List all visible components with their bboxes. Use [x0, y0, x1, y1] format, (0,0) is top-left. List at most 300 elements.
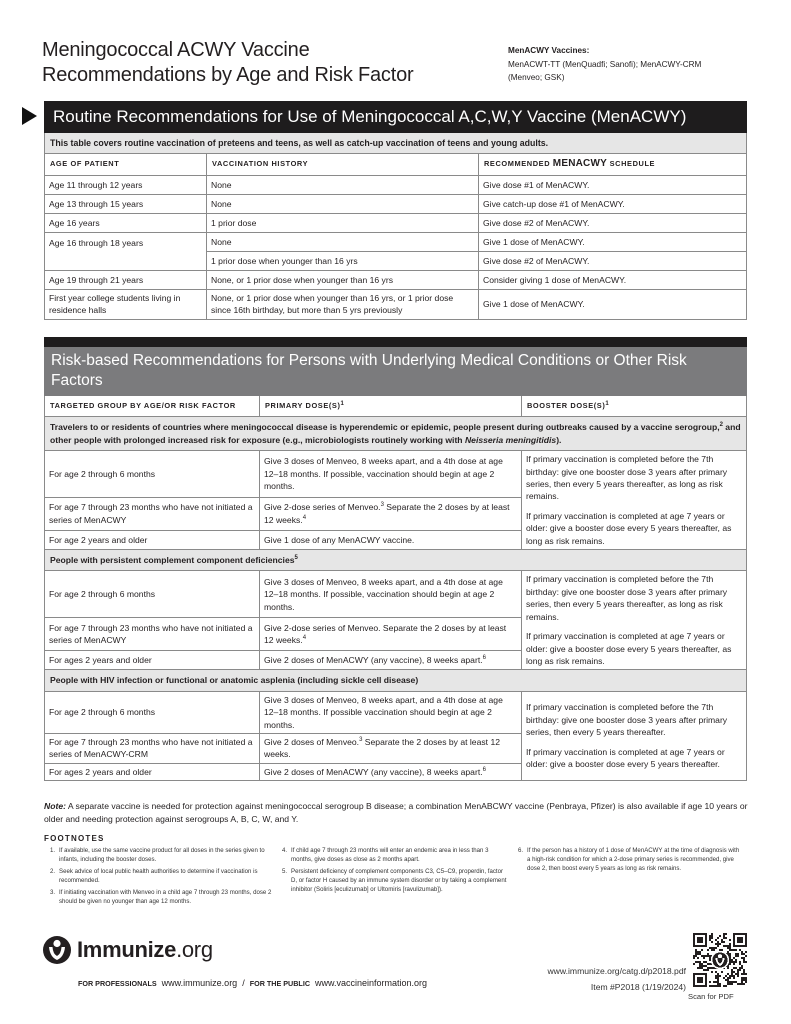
- history-cell: None: [207, 194, 479, 213]
- arrow-right-icon: [22, 107, 37, 125]
- qr-module: [745, 961, 747, 963]
- qr-module: [731, 961, 733, 963]
- column-header-group: TARGETED GROUP BY AGE/OR RISK FACTOR: [45, 396, 260, 417]
- table-row: [45, 289, 747, 319]
- footnote-item: [518, 846, 742, 873]
- qr-module: [743, 977, 745, 979]
- qr-module: [711, 937, 713, 939]
- qr-module: [699, 963, 701, 965]
- qr-module: [745, 977, 747, 979]
- booster-cell: [522, 691, 747, 780]
- qr-module: [735, 981, 737, 983]
- qr-module: [705, 969, 707, 971]
- qr-module: [741, 979, 743, 981]
- qr-module: [729, 975, 731, 977]
- footer-links: [78, 978, 427, 988]
- table-row: [45, 213, 747, 232]
- qr-module: [731, 983, 733, 985]
- qr-module: [717, 941, 719, 943]
- qr-module: [709, 967, 711, 969]
- booster-text: If primary vaccination is completed at age 7 years or older: give a booster dose every 5 years thereafter.: [526, 746, 725, 770]
- qr-module: [733, 961, 735, 963]
- qr-module: [707, 949, 709, 951]
- primary-text: Give 2-dose series of Menveo.: [264, 502, 381, 513]
- qr-module: [739, 967, 741, 969]
- qr-module: [707, 953, 709, 955]
- qr-module: [731, 973, 733, 975]
- booster-text: If primary vaccination is completed at age 7 years or older: give a booster dose every 5 years thereafter, as long as risk remains.: [526, 510, 732, 546]
- qr-module: [693, 963, 695, 965]
- group-cell: For age 2 through 6 months: [45, 451, 260, 498]
- qr-module: [745, 955, 747, 957]
- group-title-complement: [45, 550, 747, 571]
- public-label: FOR THE PUBLIC: [249, 979, 311, 988]
- qr-module: [709, 959, 711, 961]
- qr-module: [705, 965, 707, 967]
- booster-text: If primary vaccination is completed before the 7th birthday: give one booster dose 3 years after primary series, then every 5 years thereafter, as long as risk remains.: [526, 574, 728, 622]
- qr-module: [725, 933, 727, 935]
- footnote-number: 6.: [518, 847, 524, 854]
- qr-module: [735, 973, 737, 975]
- qr-module: [697, 961, 699, 963]
- qr-module: [719, 985, 721, 987]
- primary-cell: [260, 733, 522, 763]
- qr-module: [731, 949, 733, 951]
- table-row: [45, 270, 747, 289]
- qr-module: [711, 967, 713, 969]
- qr-module: [717, 975, 719, 977]
- booster-cell: [522, 451, 747, 550]
- group-cell: For age 7 through 23 months who have not initiated a series of MenACWY: [45, 618, 260, 651]
- qr-module: [709, 939, 711, 941]
- qr-module: [725, 937, 727, 939]
- qr-module: [701, 967, 703, 969]
- group-cell: For age 2 years and older: [45, 530, 260, 549]
- schedule-header-post: SCHEDULE: [606, 159, 656, 169]
- qr-module: [739, 969, 741, 971]
- primary-text: Separate the 2 doses by at least 12 weeks.: [264, 736, 500, 760]
- footnote-ref: 6: [482, 766, 486, 773]
- qr-module: [733, 977, 735, 979]
- qr-module: [703, 961, 705, 963]
- qr-module: [699, 961, 701, 963]
- primary-cell: [260, 497, 522, 530]
- footnote-number: 2.: [50, 868, 56, 876]
- qr-module: [721, 939, 723, 941]
- qr-module: [729, 963, 731, 965]
- group-cell: For age 7 through 23 months who have not initiated a series of MenACWY-CRM: [45, 733, 260, 763]
- footnote-ref: 5: [294, 555, 298, 562]
- qr-module: [723, 933, 725, 935]
- qr-module: [735, 949, 737, 951]
- qr-module: [729, 949, 731, 951]
- qr-module: [717, 945, 719, 947]
- qr-module: [709, 937, 711, 939]
- qr-module: [715, 975, 717, 977]
- qr-module: [723, 937, 725, 939]
- qr-module: [719, 935, 721, 937]
- qr-module: [725, 975, 727, 977]
- qr-module: [695, 961, 697, 963]
- schedule-cell: Give catch-up dose #1 of MenACWY.: [479, 194, 747, 213]
- booster-cell: [522, 571, 747, 670]
- schedule-cell: Give dose #1 of MenACWY.: [479, 175, 747, 194]
- risk-section-title: Risk-based Recommendations for Persons with Underlying Medical Conditions or Other Risk Factors: [45, 347, 747, 396]
- age-cell: Age 11 through 12 years: [45, 175, 207, 194]
- qr-module: [703, 957, 705, 959]
- schedule-cell: Give 1 dose of MenACWY.: [479, 289, 747, 319]
- qr-module: [737, 969, 739, 971]
- qr-module: [727, 951, 729, 953]
- qr-module: [743, 973, 745, 975]
- qr-module: [735, 959, 737, 961]
- footnote-ref: 3: [380, 502, 384, 509]
- table-row: [45, 175, 747, 194]
- footnote-ref: 4: [302, 514, 307, 521]
- qr-module: [745, 973, 747, 975]
- qr-module: [711, 947, 713, 949]
- qr-module: [703, 965, 705, 967]
- footnotes-title: FOOTNOTES: [44, 834, 105, 843]
- qr-module: [731, 969, 733, 971]
- note-text: A separate vaccine is needed for protection against meningococcal serogroup B disease; a combination MenABCWY vaccine (Penbraya, Pfizer) is also available if age 10 years or older and needing protection against serogroups A, B, C, W, and Y.: [44, 801, 748, 824]
- qr-module: [701, 949, 703, 951]
- immunize-logo[interactable]: [42, 935, 213, 965]
- booster-text: If primary vaccination is completed before the 7th birthday: give one booster dose 3 years after primary series, then every 5 years thereafter.: [526, 702, 728, 738]
- footnote-number: 1.: [50, 847, 56, 854]
- qr-module: [745, 979, 747, 981]
- qr-module: [733, 949, 735, 951]
- age-cell: Age 16 through 18 years: [45, 232, 207, 270]
- primary-cell: Give 1 dose of any MenACWY vaccine.: [260, 530, 522, 549]
- history-cell: None, or 1 prior dose when younger than 16 yrs: [207, 270, 479, 289]
- footnote-text: If initiating vaccination with Menveo in a child age 7 through 23 months, dose 2 should be given no younger than age 12 months.: [59, 889, 272, 906]
- qr-module: [737, 975, 739, 977]
- qr-module: [697, 951, 699, 953]
- table-row: [45, 232, 747, 251]
- qr-module: [717, 979, 719, 981]
- qr-module: [743, 983, 745, 985]
- qr-module: [731, 981, 733, 983]
- qr-module: [727, 973, 729, 975]
- qr-module: [739, 963, 741, 965]
- serogroup-b-note: [44, 800, 750, 825]
- group-cell: For ages 2 years and older: [45, 763, 260, 780]
- group-title-text: Travelers to or residents of countries where meningococcal disease is hyperendemic or epidemic, people present during outbreaks caused by a vaccine serogroup,: [50, 422, 720, 433]
- footnote-number: 5.: [282, 868, 288, 876]
- qr-module: [721, 949, 723, 951]
- qr-module: [737, 973, 739, 975]
- qr-module: [741, 973, 743, 975]
- column-header-schedule: [479, 154, 747, 175]
- footnote-ref: 1: [340, 401, 345, 407]
- scan-label: Scan for PDF: [688, 992, 734, 1001]
- qr-module: [719, 975, 721, 977]
- primary-cell: [260, 651, 522, 670]
- vaccines-label: MenACWY Vaccines:: [508, 46, 590, 55]
- logo-text: [77, 937, 213, 963]
- qr-module: [707, 967, 709, 969]
- primary-text: Give 2 doses of MenACWY (any vaccine), 8 weeks apart.: [264, 654, 483, 665]
- qr-module: [735, 967, 737, 969]
- age-cell: Age 13 through 15 years: [45, 194, 207, 213]
- qr-module: [697, 953, 699, 955]
- item-number: Item #P2018 (1/19/2024): [590, 982, 686, 992]
- footnote-text: If available, use the same vaccine product for all doses in the series given to infants, including the booster doses.: [59, 847, 265, 864]
- footnote-ref: 6: [482, 654, 486, 661]
- section-divider: [45, 338, 747, 347]
- booster-header-text: BOOSTER DOSE(S): [527, 401, 606, 410]
- logo-suffix: .org: [176, 937, 213, 962]
- column-header-history: VACCINATION HISTORY: [207, 154, 479, 175]
- qr-module: [743, 957, 745, 959]
- qr-module: [715, 947, 717, 949]
- qr-module: [723, 945, 725, 947]
- qr-module: [729, 977, 731, 979]
- public-link[interactable]: www.vaccineinformation.org: [315, 978, 428, 988]
- footnote-item: [50, 846, 278, 864]
- qr-module: [709, 957, 711, 959]
- immunize-logo-icon: [42, 935, 72, 965]
- group-cell: For age 7 through 23 months who have not initiated a series of MenACWY: [45, 497, 260, 530]
- qr-module: [721, 971, 723, 973]
- qr-module: [739, 961, 741, 963]
- qr-module: [709, 947, 711, 949]
- group-title-hiv: People with HIV infection or functional or anatomic asplenia (including sickle cell disease): [45, 670, 747, 691]
- qr-module: [727, 981, 729, 983]
- footnote-text: If the person has a history of 1 dose of MenACWY at the time of diagnosis with a high-risk condition for which a 2-dose primary series is recommended, give dose 2, then boost every 5 years as long as risk remains.: [527, 847, 740, 873]
- qr-module: [715, 985, 717, 987]
- qr-module: [709, 981, 711, 983]
- qr-module: [727, 977, 729, 979]
- link-separator: /: [242, 978, 245, 988]
- qr-module: [701, 965, 703, 967]
- qr-module: [717, 943, 719, 945]
- vaccines-line-1: MenACWT-TT (MenQuadfi; Sanofi); MenACWY-CRM: [508, 59, 702, 69]
- group-title-text: People with persistent complement component deficiencies: [50, 555, 295, 566]
- qr-module: [695, 951, 697, 953]
- primary-header-text: PRIMARY DOSE(S): [265, 401, 341, 410]
- vaccines-note: [508, 44, 758, 85]
- qr-module: [737, 983, 739, 985]
- qr-module: [733, 963, 735, 965]
- qr-module: [705, 961, 707, 963]
- primary-cell: [260, 763, 522, 780]
- qr-module: [717, 937, 719, 939]
- qr-module: [741, 977, 743, 979]
- qr-module: [741, 957, 743, 959]
- qr-module: [699, 953, 701, 955]
- qr-module: [723, 977, 725, 979]
- logo-main: Immunize: [77, 937, 177, 962]
- history-cell: None: [207, 175, 479, 194]
- footnote-number: 4.: [282, 847, 288, 854]
- history-cell: 1 prior dose when younger than 16 yrs: [207, 251, 479, 270]
- routine-intro: This table covers routine vaccination of preteens and teens, as well as catch-up vaccination of teens and young adults.: [45, 133, 747, 154]
- qr-module: [701, 955, 703, 957]
- professionals-label: FOR PROFESSIONALS: [78, 979, 157, 988]
- column-header-age: AGE OF PATIENT: [45, 154, 207, 175]
- qr-module: [733, 975, 735, 977]
- qr-module: [729, 953, 731, 955]
- qr-module: [725, 945, 727, 947]
- primary-text: Give 2 doses of MenACWY (any vaccine), 8 weeks apart.: [264, 766, 483, 777]
- qr-module: [743, 971, 745, 973]
- qr-module: [721, 941, 723, 943]
- schedule-cell: Give dose #2 of MenACWY.: [479, 213, 747, 232]
- qr-module: [711, 933, 713, 935]
- qr-module: [729, 957, 731, 959]
- qr-module: [709, 935, 711, 937]
- footnote-text: Seek advice of local public health authorities to determine if vaccination is recommended.: [59, 868, 258, 885]
- qr-module: [725, 979, 727, 981]
- qr-module: [719, 949, 721, 951]
- qr-module: [695, 953, 697, 955]
- qr-module: [693, 957, 695, 959]
- primary-cell: [260, 618, 522, 651]
- qr-module: [709, 985, 711, 987]
- qr-module: [711, 985, 713, 987]
- qr-module: [729, 947, 731, 949]
- schedule-cell: Consider giving 1 dose of MenACWY.: [479, 270, 747, 289]
- table-row: [45, 451, 747, 498]
- qr-module: [699, 967, 701, 969]
- qr-module: [705, 955, 707, 957]
- qr-module: [707, 963, 709, 965]
- booster-text: If primary vaccination is completed at age 7 years or older: give a booster dose every 5 years thereafter, as long as risk remains.: [526, 631, 732, 666]
- qr-module: [713, 949, 715, 951]
- qr-module: [741, 951, 743, 953]
- routine-section-title: Routine Recommendations for Use of Meningococcal A,C,W,Y Vaccine (MenACWY): [45, 102, 747, 133]
- qr-module: [711, 935, 713, 937]
- qr-module: [713, 981, 715, 983]
- professionals-link[interactable]: www.immunize.org: [161, 978, 238, 988]
- footnote-item: [50, 867, 278, 885]
- qr-module: [733, 971, 735, 973]
- footnote-ref: 3: [359, 736, 363, 743]
- schedule-header-pre: RECOMMENDED: [484, 159, 553, 169]
- qr-module: [723, 985, 725, 987]
- primary-cell: Give 3 doses of Menveo, 8 weeks apart, and a 4th dose at age 12–18 months. If possible, vaccination should begin at age 2 months.: [260, 451, 522, 498]
- qr-module: [701, 963, 703, 965]
- qr-module: [715, 943, 717, 945]
- history-cell: None: [207, 232, 479, 251]
- qr-module: [711, 941, 713, 943]
- qr-module: [731, 959, 733, 961]
- footnote-item: [282, 846, 508, 864]
- group-cell: For age 2 through 6 months: [45, 691, 260, 733]
- qr-module: [727, 947, 729, 949]
- qr-code-icon[interactable]: [693, 933, 747, 987]
- title-line-2: Recommendations by Age and Risk Factor: [42, 64, 414, 86]
- qr-module: [729, 955, 731, 957]
- qr-module: [717, 981, 719, 983]
- footnotes-column-1: [50, 846, 278, 910]
- qr-module: [727, 945, 729, 947]
- table-row: [45, 571, 747, 618]
- qr-module: [715, 981, 717, 983]
- qr-module: [707, 969, 709, 971]
- group-cell: For age 2 through 6 months: [45, 571, 260, 618]
- qr-module: [745, 981, 747, 983]
- footnote-item: [282, 867, 508, 894]
- qr-module: [709, 955, 711, 957]
- qr-module: [739, 983, 741, 985]
- qr-module: [729, 939, 731, 941]
- primary-text: Give 2-dose series of Menveo. Separate the 2 doses by at least 12 weeks.: [264, 622, 507, 646]
- qr-module: [697, 957, 699, 959]
- age-cell: Age 19 through 21 years: [45, 270, 207, 289]
- qr-module: [713, 947, 715, 949]
- qr-module: [729, 959, 731, 961]
- column-header-primary: [260, 396, 522, 417]
- qr-module: [733, 981, 735, 983]
- qr-module: [741, 981, 743, 983]
- group-title-text: and other people with prolonged increased risk for exposure (e.g., microbiologists routinely working with: [50, 422, 741, 445]
- qr-module: [739, 949, 741, 951]
- footnote-ref: 4: [302, 635, 307, 642]
- qr-module: [695, 949, 697, 951]
- qr-module: [735, 961, 737, 963]
- group-cell: For ages 2 years and older: [45, 651, 260, 670]
- qr-module: [707, 955, 709, 957]
- qr-module: [715, 939, 717, 941]
- qr-module: [743, 979, 745, 981]
- routine-table: [44, 101, 747, 320]
- footnote-text: Persistent deficiency of complement components C3, C5–C9, properdin, factor D, or factor H caused by an immune system disorder or by taking a complement inhibitor (Soliris [eculizumab] or Ultomiris [ravulizumab]).: [291, 868, 507, 894]
- qr-module: [735, 955, 737, 957]
- qr-module: [731, 975, 733, 977]
- age-cell: Age 16 years: [45, 213, 207, 232]
- qr-module: [743, 961, 745, 963]
- qr-module: [731, 971, 733, 973]
- organism-name: Neisseria meningitidis: [464, 434, 557, 445]
- table-row: [45, 691, 747, 733]
- qr-module: [703, 955, 705, 957]
- qr-module: [729, 943, 731, 945]
- group-title-travel: [45, 417, 747, 451]
- qr-module: [719, 943, 721, 945]
- document-info: [547, 963, 686, 995]
- qr-module: [743, 959, 745, 961]
- footnote-number: 3.: [50, 889, 56, 897]
- footnote-ref: 2: [719, 422, 723, 429]
- qr-module: [741, 965, 743, 967]
- qr-module: [727, 983, 729, 985]
- qr-module: [693, 955, 695, 957]
- page-title: [42, 38, 413, 88]
- schedule-cell: Give dose #2 of MenACWY.: [479, 251, 747, 270]
- title-line-1: Meningococcal ACWY Vaccine: [42, 39, 310, 61]
- column-header-booster: [522, 396, 747, 417]
- age-cell: First year college students living in residence halls: [45, 289, 207, 319]
- primary-text: Give 2 doses of Menveo.: [264, 736, 360, 747]
- vaccines-line-2: (Menveo; GSK): [508, 73, 565, 82]
- qr-module: [729, 945, 731, 947]
- qr-module: [737, 953, 739, 955]
- qr-module: [745, 951, 747, 953]
- booster-text: If primary vaccination is completed before the 7th birthday: give one booster dose 3 years after primary series, then every 5 years thereafter, as long as risk remains.: [526, 454, 728, 502]
- primary-cell: Give 3 doses of Menveo, 8 weeks apart, and a 4th dose at age 12–18 months. If possible vaccination should begin at age 2 months.: [260, 691, 522, 733]
- qr-module: [743, 969, 745, 971]
- history-cell: None, or 1 prior dose when younger than 16 yrs, or 1 prior dose since 16th birthday, but more than 5 yrs previously: [207, 289, 479, 319]
- qr-module: [717, 983, 719, 985]
- qr-module: [733, 957, 735, 959]
- footnotes-column-3: [518, 846, 742, 876]
- qr-module: [717, 985, 719, 987]
- pdf-link[interactable]: www.immunize.org/catg.d/p2018.pdf: [547, 966, 686, 976]
- table-row: [45, 194, 747, 213]
